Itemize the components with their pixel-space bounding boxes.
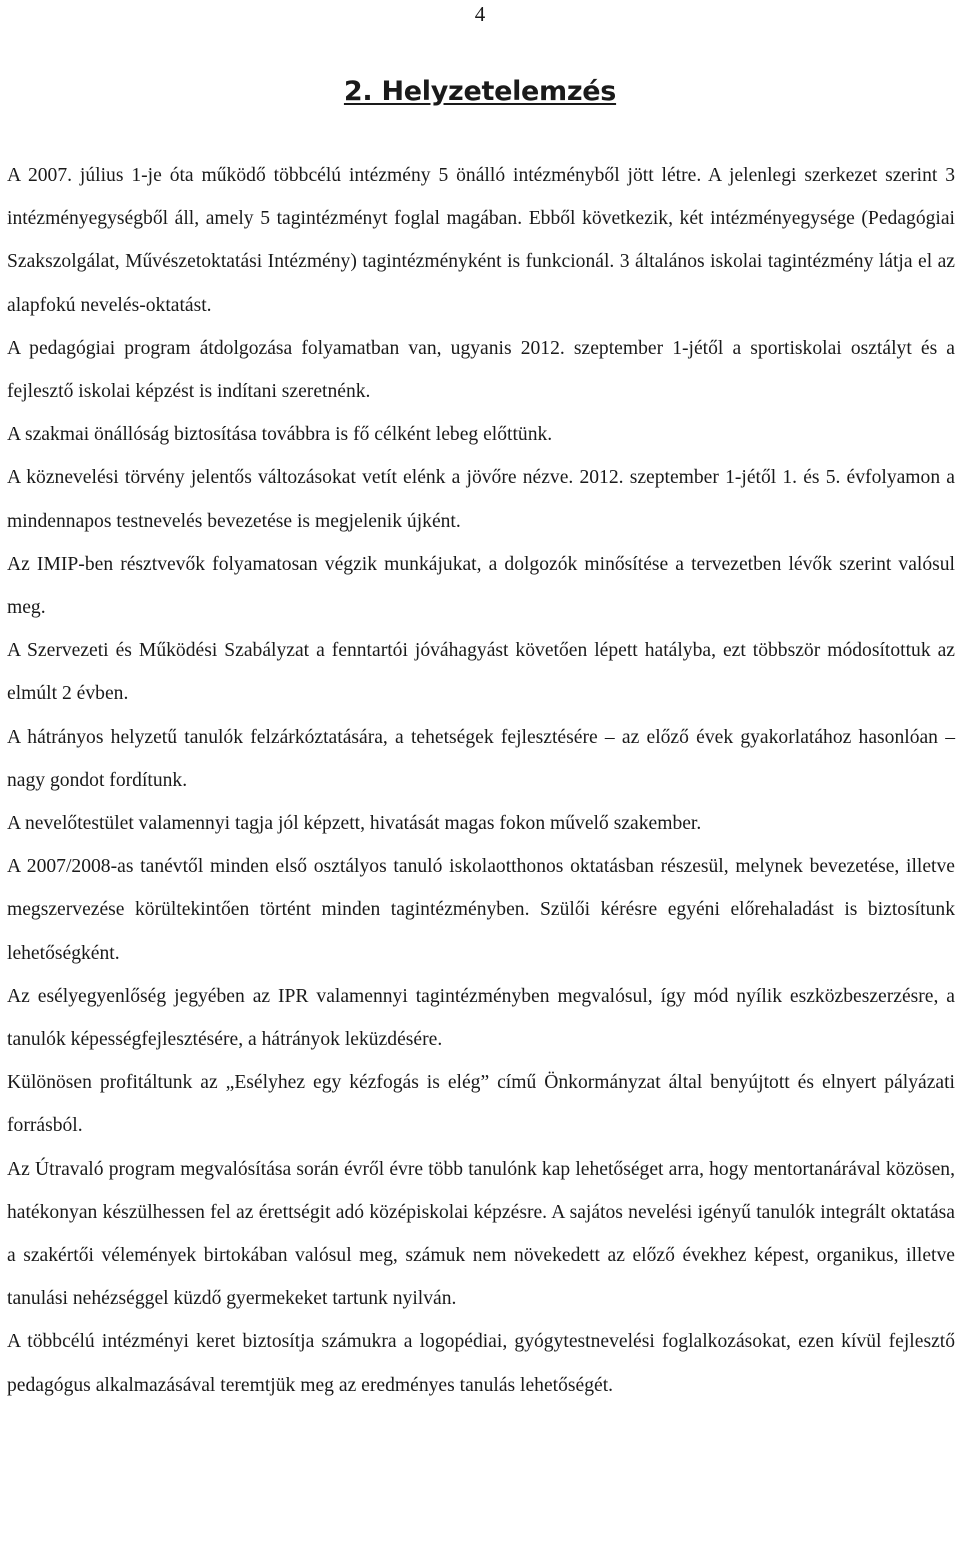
paragraph: Különösen profitáltunk az „Esélyhez egy kézfogás is elég” című Önkormányzat által benyújtott és elnyert pályázati forrásból.	[7, 1072, 955, 1137]
paragraph: A pedagógiai program átdolgozása folyamatban van, ugyanis 2012. szeptember 1-jétől a sportiskolai osztályt és a fejlesztő iskolai képzést is indítani szeretnénk.	[7, 337, 955, 403]
section-heading: 2. Helyzetelemzés	[343, 76, 617, 107]
paragraph: Az IMIP-ben résztvevők folyamatosan végzik munkájukat, a dolgozók minősítése a tervezetben lévők szerint valósul meg.	[7, 553, 955, 619]
paragraph: A szakmai önállóság biztosítása továbbra is fő célként lebeg előttünk.	[7, 424, 553, 446]
paragraph: A köznevelési törvény jelentős változásokat vetít elénk a jövőre nézve. 2012. szeptember 1-jétől 1. és 5. évfolyamon a mindennapos testnevelés bevezetése is megjelenik újként.	[7, 467, 955, 532]
paragraph: A Szervezeti és Működési Szabályzat a fenntartói jóváhagyást követően lépett hatályba, ezt többször módosítottuk az elmúlt 2 évben.	[7, 640, 955, 705]
paragraph: A hátrányos helyzetű tanulók felzárkóztatására, a tehetségek fejlesztésére – az előző évek gyakorlatához hasonlóan – nagy gondot fordítunk.	[7, 726, 955, 791]
paragraph: A nevelőtestület valamennyi tagja jól képzett, hivatását magas fokon művelő szakember.	[7, 813, 702, 835]
paragraph: A 2007. július 1-je óta működő többcélú intézmény 5 önálló intézményből jött létre. A jelenlegi szerkezet szerint 3 intézményegységből áll, amely 5 tagintézményt foglal magában. Ebből következik, két intézményegysége (Pedagógiai Szakszolgálat, Művészetoktatási Intézmény) tagintézményként is funkcionál. 3 általános iskolai tagintézmény látja el az alapfokú nevelés-oktatást.	[7, 165, 955, 316]
paragraph: A többcélú intézményi keret biztosítja számukra a logopédiai, gyógytestnevelési foglalkozásokat, ezen kívül fejlesztő pedagógus alkalmazásával teremtjük meg az eredményes tanulás lehetőségét.	[7, 1331, 955, 1396]
body-text	[7, 154, 955, 1407]
paragraph: Az esélyegyenlőség jegyében az IPR valamennyi tagintézményben megvalósul, így mód nyílik eszközbeszerzésre, a tanulók képességfejlesztésére, a hátrányok leküzdésére.	[7, 985, 955, 1051]
paragraph: Az Útravaló program megvalósítása során évről évre több tanulónk kap lehetőséget arra, hogy mentortanárával közösen, hatékonyan készülhessen fel az érettségit adó középiskolai képzésre. A sajátos nevelési igényű tanulók integrált oktatása a szakértői vélemények birtokában valósul meg, számuk nem növekedett az előző évekhez képest, organikus, illetve tanulási nehézséggel küzdő gyermekeket tartunk nyilván.	[7, 1158, 955, 1310]
page-number: 4	[474, 2, 486, 26]
paragraph: A 2007/2008-as tanévtől minden első osztályos tanuló iskolaotthonos oktatásban részesül, melynek bevezetése, illetve megszervezése körültekintően történt minden tagintézményben. Szülői kérésre egyéni előrehaladást is biztosítunk lehetőségként.	[7, 856, 955, 964]
